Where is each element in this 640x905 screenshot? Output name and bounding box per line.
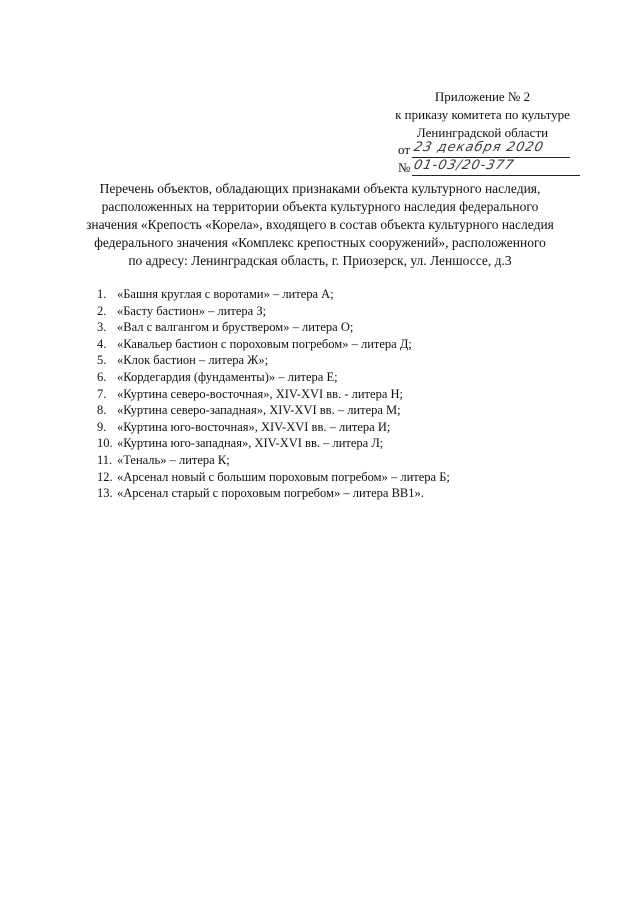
- number-handwritten: 01-03/20-377: [412, 158, 516, 173]
- list-item: 1. «Башня круглая с воротами» – литера А;: [97, 287, 334, 301]
- title-line: по адресу: Ленинградская область, г. Приозерск, ул. Леншоссе, д.3: [128, 253, 512, 268]
- list-item: 10. «Куртина юго-западная», XIV-XVI вв. – литера Л;: [97, 436, 384, 451]
- date-line: [398, 140, 546, 160]
- list-item: 2. «Басту бастион» – литера З;: [97, 303, 267, 318]
- list-item: 4. «Кавальер бастион с пороховым погребом» – литера Д;: [97, 336, 412, 351]
- appendix-region: Ленинградской области: [416, 125, 549, 140]
- list-item: 11. «Теналь» – литера К;: [97, 452, 230, 467]
- list-item: 12. «Арсенал новый с большим пороховым погребом» – литера Б;: [97, 469, 450, 484]
- date-handwritten: 23 декабря 2020: [412, 140, 546, 155]
- date-prefix: от: [398, 142, 411, 157]
- title-line: федерального значения «Комплекс крепостных сооружений», расположенного: [94, 235, 546, 250]
- list-item: 7. «Куртина северо-восточная», XIV-XVI вв. - литера Н;: [97, 386, 403, 401]
- number-prefix: №: [398, 160, 411, 175]
- list-item: 6. «Кордегардия (фундаменты)» – литера Е;: [97, 369, 338, 384]
- document-title: [70, 180, 570, 270]
- number-underline: [412, 175, 580, 176]
- title-line: расположенных на территории объекта культурного наследия федерального: [101, 199, 539, 214]
- list-item: 9. «Куртина юго-восточная», XIV-XVI вв. – литера И;: [97, 419, 391, 434]
- number-line: [398, 158, 516, 178]
- list-item: 3. «Вал с валгангом и бруствером» – литера О;: [97, 320, 354, 335]
- appendix-title: Приложение № 2: [434, 89, 531, 104]
- title-line: значения «Крепость «Корела», входящего в состав объекта культурного наследия: [86, 217, 554, 232]
- list-item: 13. «Арсенал старый с пороховым погребом» – литера ВВ1».: [97, 486, 424, 501]
- appendix-order-ref: к приказу комитета по культуре: [395, 107, 570, 122]
- objects-list: [97, 286, 517, 502]
- list-item: 8. «Куртина северо-западная», XIV-XVI вв. – литера М;: [97, 403, 401, 418]
- appendix-header: [370, 88, 595, 142]
- list-item: 5. «Клок бастион – литера Ж»;: [97, 353, 269, 368]
- title-line: Перечень объектов, обладающих признаками объекта культурного наследия,: [99, 181, 541, 196]
